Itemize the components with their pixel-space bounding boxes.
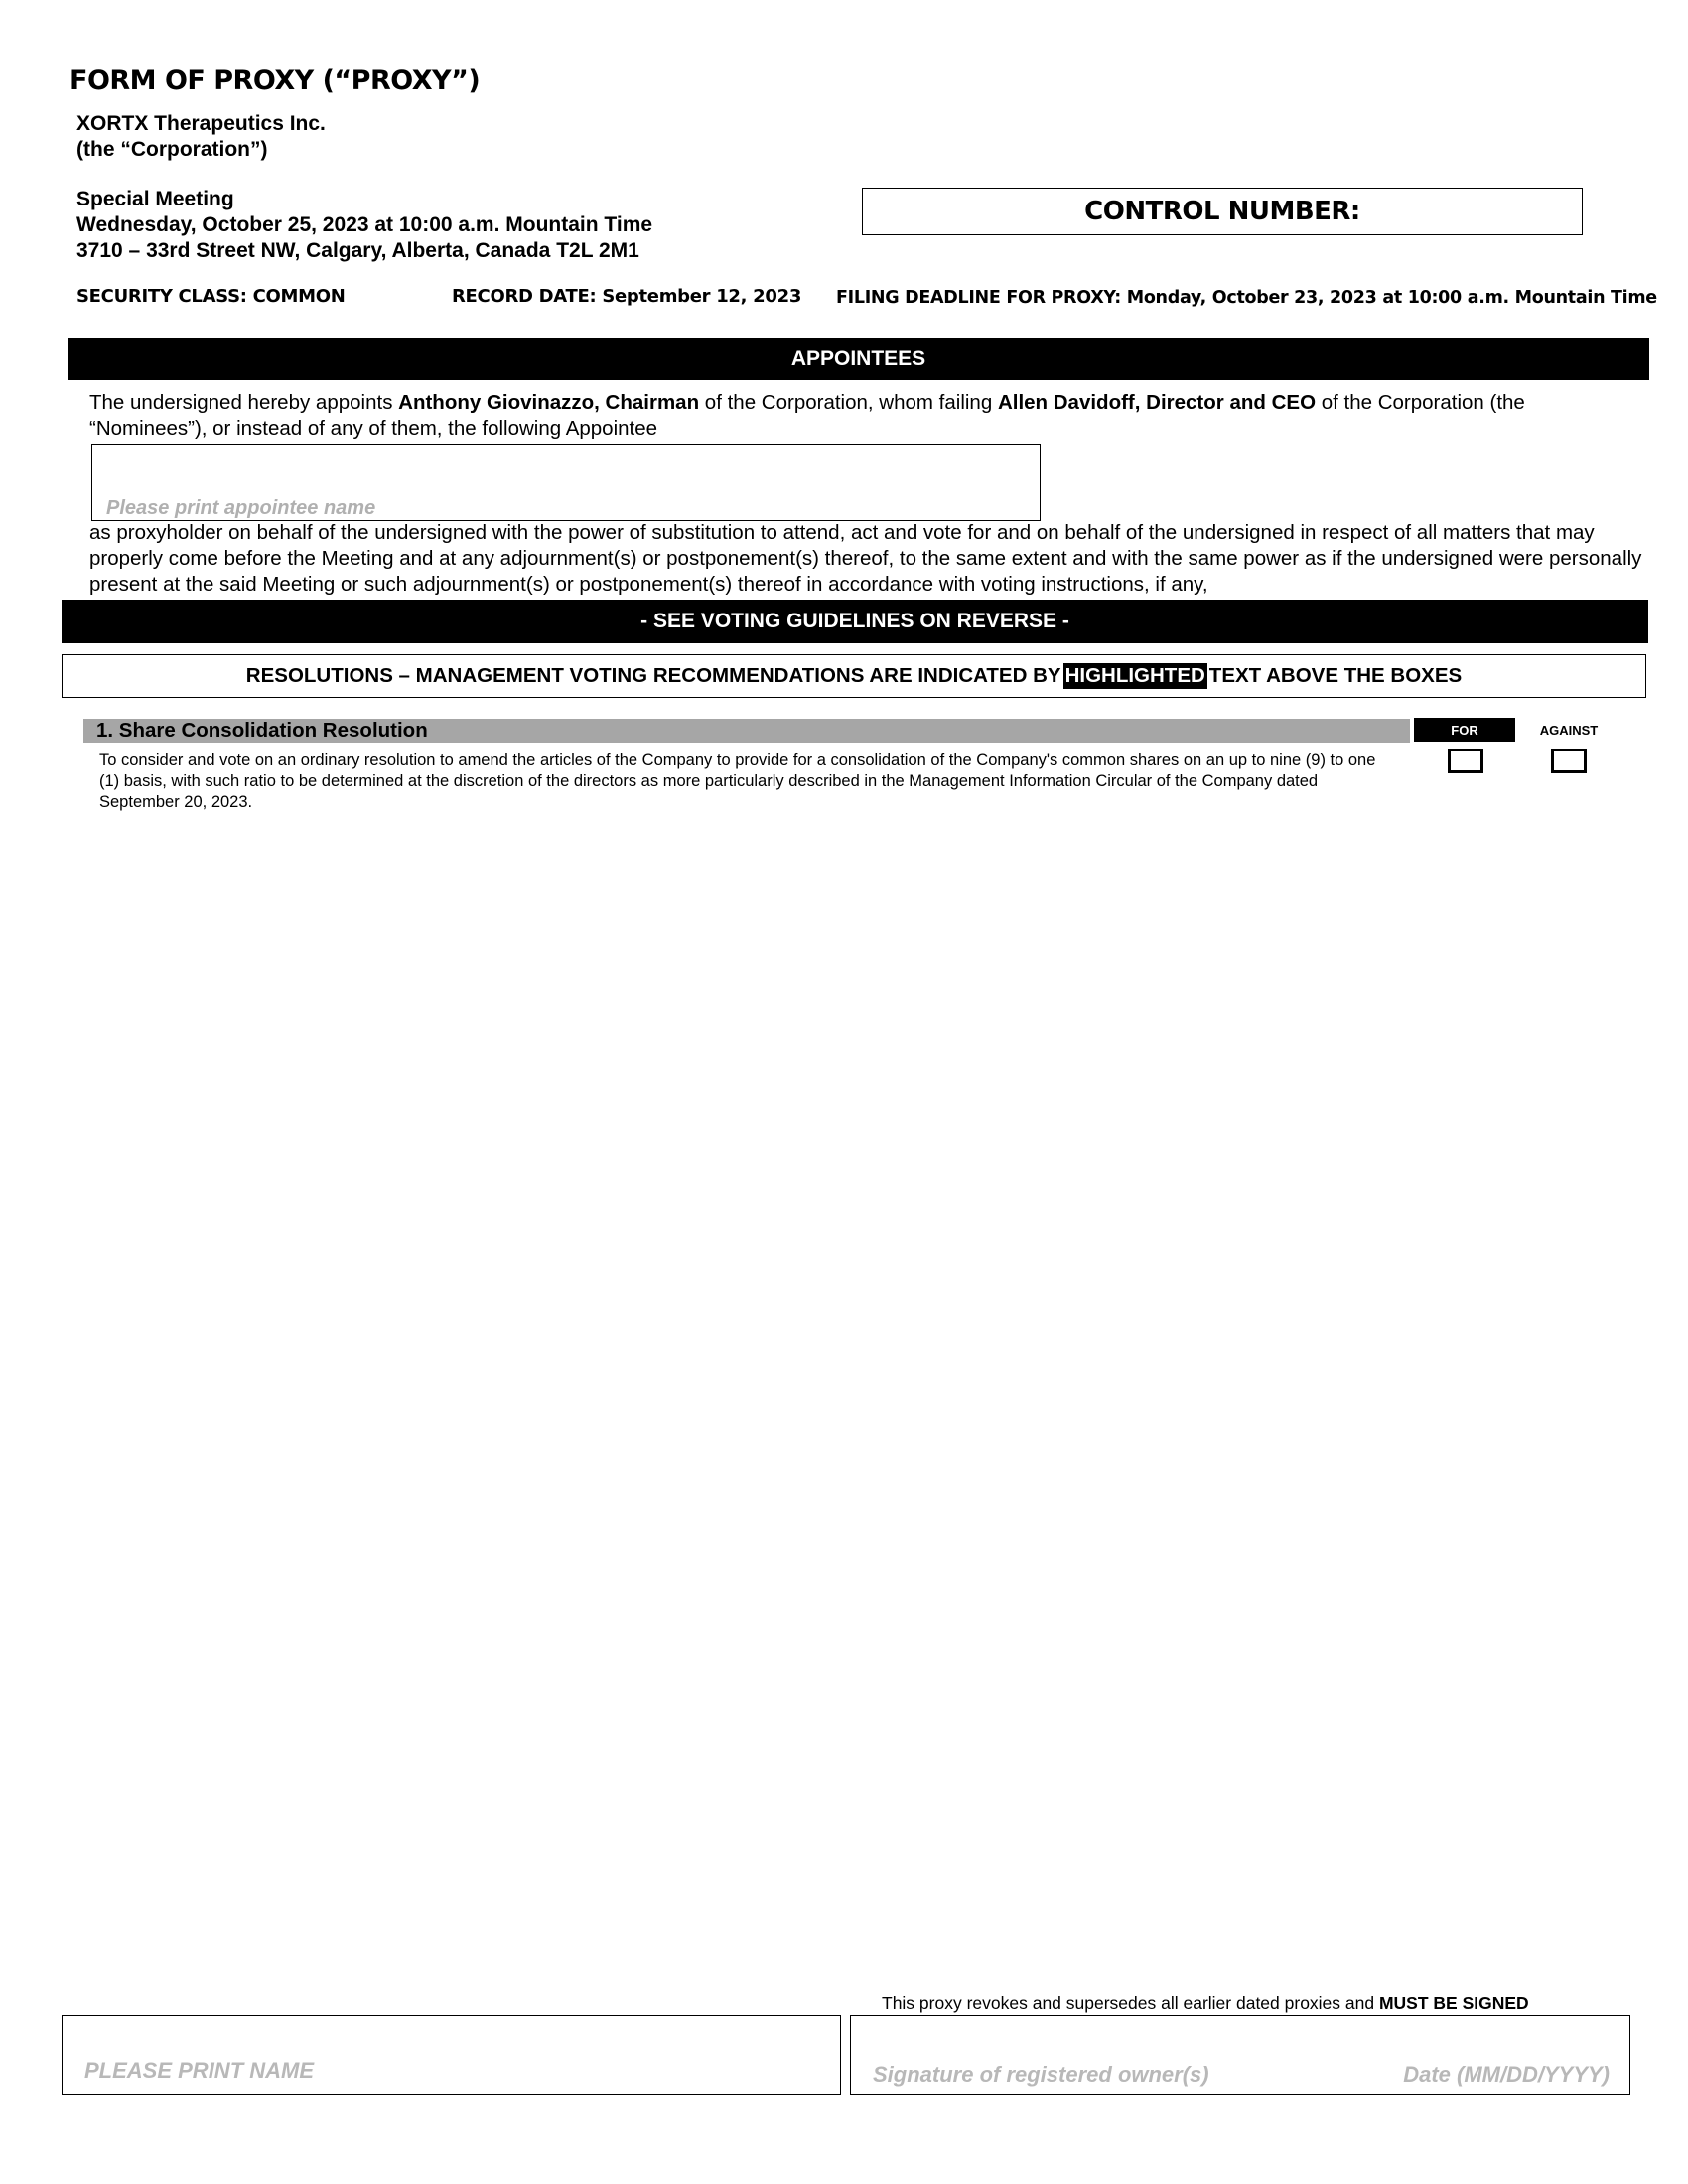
nominee-1: Anthony Giovinazzo, Chairman bbox=[398, 391, 700, 414]
resolutions-heading-text: RESOLUTIONS – MANAGEMENT VOTING RECOMMENDATIONS ARE INDICATED BY bbox=[245, 664, 1061, 687]
signature-placeholder: Signature of registered owner(s) bbox=[873, 2062, 1209, 2087]
company-alias: (the “Corporation”) bbox=[76, 138, 268, 161]
for-column-label: FOR bbox=[1414, 718, 1515, 742]
revokes-notice bbox=[882, 1993, 1529, 2014]
print-name-placeholder: PLEASE PRINT NAME bbox=[84, 2058, 315, 2083]
appointees-heading: APPOINTEES bbox=[68, 338, 1649, 380]
security-class: SECURITY CLASS: COMMON bbox=[76, 286, 346, 307]
company-block bbox=[76, 111, 326, 163]
voting-guidelines-banner: - SEE VOTING GUIDELINES ON REVERSE - bbox=[62, 600, 1648, 643]
against-column-label: AGAINST bbox=[1539, 722, 1599, 738]
nominee-2: Allen Davidoff, Director and CEO bbox=[997, 391, 1317, 414]
appointees-intro bbox=[89, 390, 1638, 442]
resolutions-heading-text: TEXT ABOVE THE BOXES bbox=[1208, 664, 1463, 687]
signature-field[interactable] bbox=[850, 2015, 1630, 2095]
meeting-type: Special Meeting bbox=[76, 188, 234, 210]
company-name: XORTX Therapeutics Inc. bbox=[76, 112, 326, 135]
appointees-intro-text: The undersigned hereby appoints bbox=[89, 391, 399, 414]
meeting-block bbox=[76, 187, 652, 264]
against-checkbox[interactable] bbox=[1551, 749, 1587, 773]
revokes-text: This proxy revokes and supersedes all earlier dated proxies and bbox=[882, 1993, 1379, 2013]
resolution-text: To consider and vote on an ordinary resolution to amend the articles of the Company to provide for a consolidation of the Company's common shares on an up to nine (9) to one (1) basis, with such ratio to be determined at the discretion of the directors as more particularly described in the Management Information Circular of the Company dated September 20, 2023. bbox=[99, 751, 1376, 811]
resolution-title: 1. Share Consolidation Resolution bbox=[83, 719, 1410, 743]
control-number-box[interactable] bbox=[862, 188, 1583, 235]
meeting-datetime: Wednesday, October 25, 2023 at 10:00 a.m. Mountain Time bbox=[76, 213, 653, 236]
must-be-signed: MUST BE SIGNED bbox=[1378, 1993, 1529, 2013]
appointee-name-field[interactable] bbox=[91, 444, 1041, 521]
date-placeholder: Date (MM/DD/YYYY) bbox=[1403, 2062, 1610, 2087]
filing-deadline: FILING DEADLINE FOR PROXY: Monday, October 23, 2023 at 10:00 a.m. Mountain Time bbox=[836, 288, 1657, 308]
appointee-placeholder: Please print appointee name bbox=[106, 497, 376, 519]
appointees-intro-text: of the Corporation (the “Nominees”), or instead of any of them, the following Appointee bbox=[89, 391, 1525, 440]
record-date: RECORD DATE: September 12, 2023 bbox=[452, 286, 802, 307]
meeting-address: 3710 – 33rd Street NW, Calgary, Alberta, Canada T2L 2M1 bbox=[76, 239, 639, 262]
resolutions-heading bbox=[62, 654, 1646, 698]
print-name-field[interactable] bbox=[62, 2015, 841, 2095]
form-title: FORM OF PROXY (“PROXY”) bbox=[70, 66, 481, 96]
highlighted-label: HIGHLIGHTED bbox=[1064, 664, 1205, 687]
appointees-intro-text: of the Corporation, whom failing bbox=[699, 391, 998, 414]
appointees-body: as proxyholder on behalf of the undersigned with the power of substitution to attend, act and vote for and on behalf of the undersigned in respect of all matters that may properly come before the Meeting and at any adjournment(s) or postponement(s) thereof, to the same extent and with the same power as if the undersigned were personally present at the said Meeting or such adjournment(s) or postponement(s) thereof in accordance with voting instructions, if any, bbox=[89, 521, 1642, 596]
for-checkbox[interactable] bbox=[1448, 749, 1483, 773]
control-number-label: CONTROL NUMBER: bbox=[1084, 197, 1360, 226]
